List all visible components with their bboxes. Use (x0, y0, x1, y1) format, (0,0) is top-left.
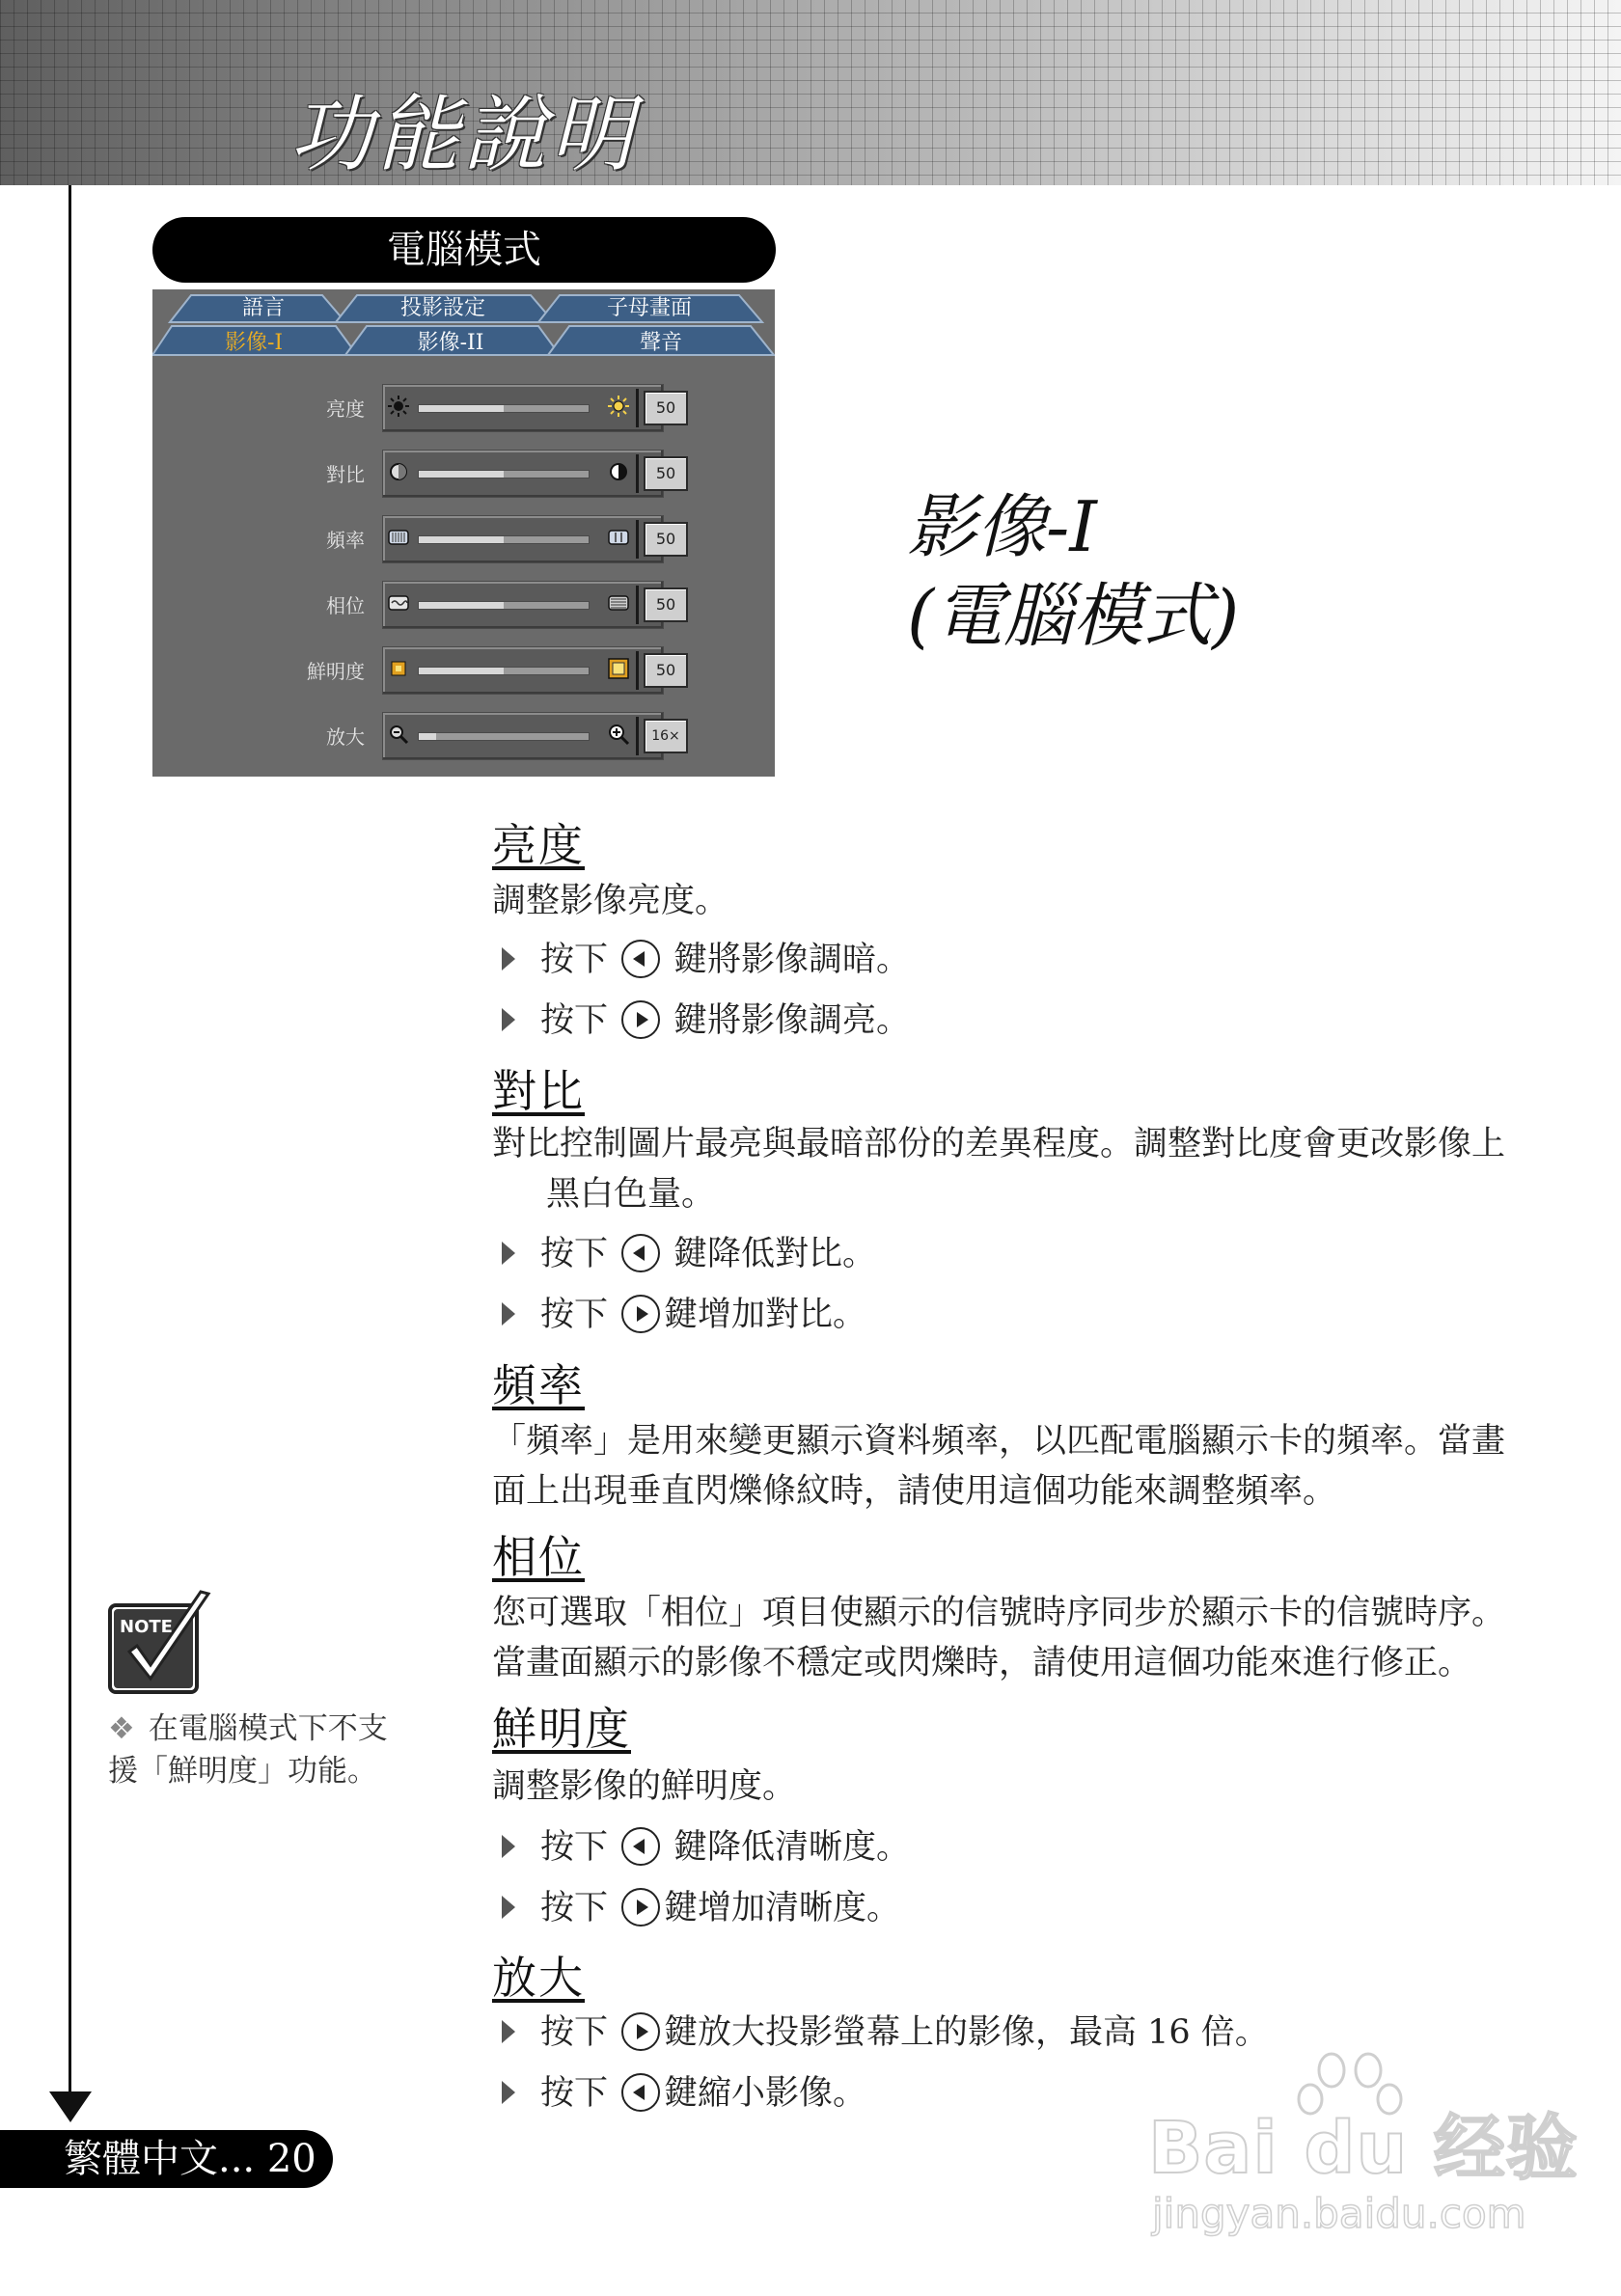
phase-description (492, 1588, 1534, 1688)
sharpness-high-icon (607, 657, 630, 680)
sharpness-slider[interactable] (382, 646, 676, 695)
sharpness-bullet-left (502, 1823, 910, 1872)
tab-image-2[interactable]: 影像-II (417, 331, 484, 355)
zoom-out-icon (387, 723, 410, 746)
frequency-low-icon (387, 526, 410, 549)
left-button-icon (621, 1234, 660, 1272)
slider-value: 50 (644, 391, 688, 425)
bullet-arrow-icon (502, 1302, 515, 1326)
sharpness-low-icon (387, 657, 410, 680)
page-footer-badge: 繁體中文... 20 (0, 2130, 333, 2188)
slider-track[interactable] (418, 601, 590, 610)
bullet-text: 鍵將影像調亮。 (673, 1001, 911, 1040)
osd-row-label: 頻率 (326, 529, 365, 552)
bullet-text: 鍵降低清晰度。 (673, 1828, 911, 1867)
slider-value: 50 (644, 522, 688, 557)
slider-fill (419, 602, 504, 609)
contrast-heading: 對比 (492, 1065, 585, 1117)
osd-row-phase (152, 577, 775, 635)
bullet-arrow-icon (502, 947, 515, 970)
tab-pip[interactable]: 子母畫面 (606, 296, 692, 320)
margin-rule (69, 185, 71, 2095)
osd-row-label: 放大 (326, 725, 365, 749)
slider-fill (419, 733, 436, 740)
note-icon-label: NOTE (120, 1617, 173, 1637)
contrast-description (492, 1119, 1534, 1219)
bullet-arrow-icon (502, 1008, 515, 1031)
note-text (108, 1708, 426, 1792)
frequency-slider[interactable] (382, 515, 676, 563)
section-main-heading (907, 482, 1239, 660)
bullet-text: 按下 (540, 1296, 609, 1334)
bullet-arrow-icon (502, 1835, 515, 1858)
phase-high-icon (607, 591, 630, 615)
contrast-bullet-right (502, 1291, 866, 1339)
brightness-bullet-left (502, 936, 910, 984)
margin-arrow-icon (49, 2091, 92, 2122)
right-button-icon (621, 1295, 660, 1333)
contrast-bullet-left (502, 1230, 876, 1278)
brightness-slider[interactable] (382, 384, 676, 432)
slider-track[interactable] (418, 404, 590, 413)
slider-separator (636, 454, 639, 493)
osd-row-label: 對比 (326, 463, 365, 486)
tab-projection-settings[interactable]: 投影設定 (399, 296, 485, 320)
osd-row-label: 亮度 (326, 397, 365, 421)
bullet-text: 按下 (540, 1001, 609, 1040)
baidu-watermark (1148, 2045, 1579, 2248)
main-heading-line2: (電腦模式) (907, 575, 1240, 656)
right-button-icon (621, 1888, 660, 1927)
slider-separator (636, 586, 639, 624)
main-heading-line1: 影像-I (907, 486, 1097, 567)
slider-separator (636, 717, 639, 755)
tab-language[interactable]: 語言 (241, 296, 285, 320)
frequency-high-icon (607, 526, 630, 549)
phase-heading: 相位 (492, 1531, 585, 1583)
bullet-text: 按下 (540, 1828, 609, 1867)
osd-row-brightness (152, 380, 775, 438)
osd-menu-panel (152, 289, 775, 777)
zoom-bullet-left (502, 2069, 866, 2118)
bullet-text: 鍵增加對比。 (664, 1296, 867, 1334)
page-header-band (0, 0, 1621, 185)
osd-title-bar: 電腦模式 (152, 217, 776, 283)
slider-fill (419, 405, 504, 412)
bullet-text: 鍵降低對比。 (673, 1235, 877, 1273)
slider-separator (636, 520, 639, 559)
left-button-icon (621, 940, 660, 978)
bullet-text: 鍵縮小影像。 (664, 2074, 867, 2113)
osd-row-label: 相位 (326, 594, 365, 617)
note-line1: 在電腦模式下不支 (148, 1711, 388, 1746)
slider-fill (419, 536, 504, 543)
tab-image-1[interactable]: 影像-I (224, 331, 284, 355)
slider-value: 50 (644, 456, 688, 491)
sharpness-heading: 鮮明度 (492, 1703, 631, 1755)
bullet-text: 按下 (540, 941, 609, 979)
bullet-text: 按下 (540, 2074, 609, 2113)
watermark-main: Bai du 经验 (1148, 2107, 1579, 2190)
bullet-arrow-icon (502, 1242, 515, 1265)
bullet-arrow-icon (502, 2020, 515, 2043)
contrast-low-icon (387, 460, 410, 483)
bullet-text: 按下 (540, 1235, 609, 1273)
slider-track[interactable] (418, 535, 590, 544)
slider-track[interactable] (418, 470, 590, 478)
bullet-text: 按下 (540, 2013, 609, 2052)
osd-row-label: 鮮明度 (307, 660, 365, 683)
note-check-icon (108, 1590, 216, 1698)
slider-value: 50 (644, 588, 688, 622)
sharpness-bullet-right (502, 1884, 900, 1932)
frequency-desc-line1: 「頻率」是用來變更顯示資料頻率，以匹配電腦顯示卡的頻率。當畫 (492, 1422, 1506, 1461)
contrast-slider[interactable] (382, 450, 676, 498)
slider-fill (419, 668, 504, 674)
slider-value: 16× (644, 719, 688, 753)
left-button-icon (621, 1827, 660, 1866)
bullet-text: 按下 (540, 1889, 609, 1927)
brightness-heading: 亮度 (492, 819, 585, 871)
frequency-description (492, 1416, 1534, 1517)
osd-row-contrast (152, 446, 775, 504)
tab-audio[interactable]: 聲音 (639, 331, 682, 355)
slider-fill (419, 471, 504, 478)
slider-value: 50 (644, 653, 688, 688)
note-line2: 援「鮮明度」功能。 (108, 1754, 377, 1789)
sun-large-icon (607, 395, 630, 418)
contrast-desc-line1: 對比控制圖片最亮與最暗部份的差異程度。調整對比度會更改影像上 (492, 1125, 1506, 1163)
brightness-bullet-right (502, 997, 910, 1045)
page-header-title: 功能說明 (289, 87, 637, 183)
contrast-high-icon (607, 460, 630, 483)
osd-row-sharpness (152, 642, 775, 700)
slider-separator (636, 651, 639, 690)
right-button-icon (621, 1000, 660, 1039)
sharpness-description: 調整影像的鮮明度。 (492, 1767, 797, 1806)
bullet-text: 鍵增加清晰度。 (664, 1889, 901, 1927)
osd-row-zoom (152, 708, 775, 766)
left-button-icon (621, 2073, 660, 2112)
phase-desc-line2: 當畫面顯示的影像不穩定或閃爍時，請使用這個功能來進行修正。 (492, 1644, 1472, 1682)
contrast-desc-line2: 黑白色量。 (546, 1175, 716, 1214)
bullet-arrow-icon (502, 1896, 515, 1919)
phase-desc-line1: 您可選取「相位」項目使顯示的信號時序同步於顯示卡的信號時序。 (492, 1594, 1506, 1632)
watermark-sub: jingyan.baidu.com (1152, 2190, 1526, 2237)
frequency-heading: 頻率 (492, 1359, 585, 1411)
bullet-arrow-icon (502, 2081, 515, 2104)
note-bullet-icon: ❖ (108, 1711, 135, 1746)
zoom-heading: 放大 (492, 1952, 585, 2004)
zoom-in-icon (607, 723, 630, 746)
slider-track[interactable] (418, 667, 590, 675)
phase-low-icon (387, 591, 410, 615)
zoom-slider[interactable] (382, 712, 680, 760)
frequency-desc-line2: 面上出現垂直閃爍條紋時，請使用這個功能來調整頻率。 (492, 1472, 1337, 1511)
sun-small-icon (387, 395, 410, 418)
phase-slider[interactable] (382, 581, 676, 629)
right-button-icon (621, 2012, 660, 2051)
bullet-text: 鍵放大投影螢幕上的影像，最高 16 倍。 (664, 2013, 1269, 2052)
slider-track[interactable] (418, 732, 590, 741)
brightness-description: 調整影像亮度。 (492, 882, 729, 920)
slider-separator (636, 389, 639, 427)
osd-row-frequency (152, 511, 775, 569)
bullet-text: 鍵將影像調暗。 (673, 941, 911, 979)
